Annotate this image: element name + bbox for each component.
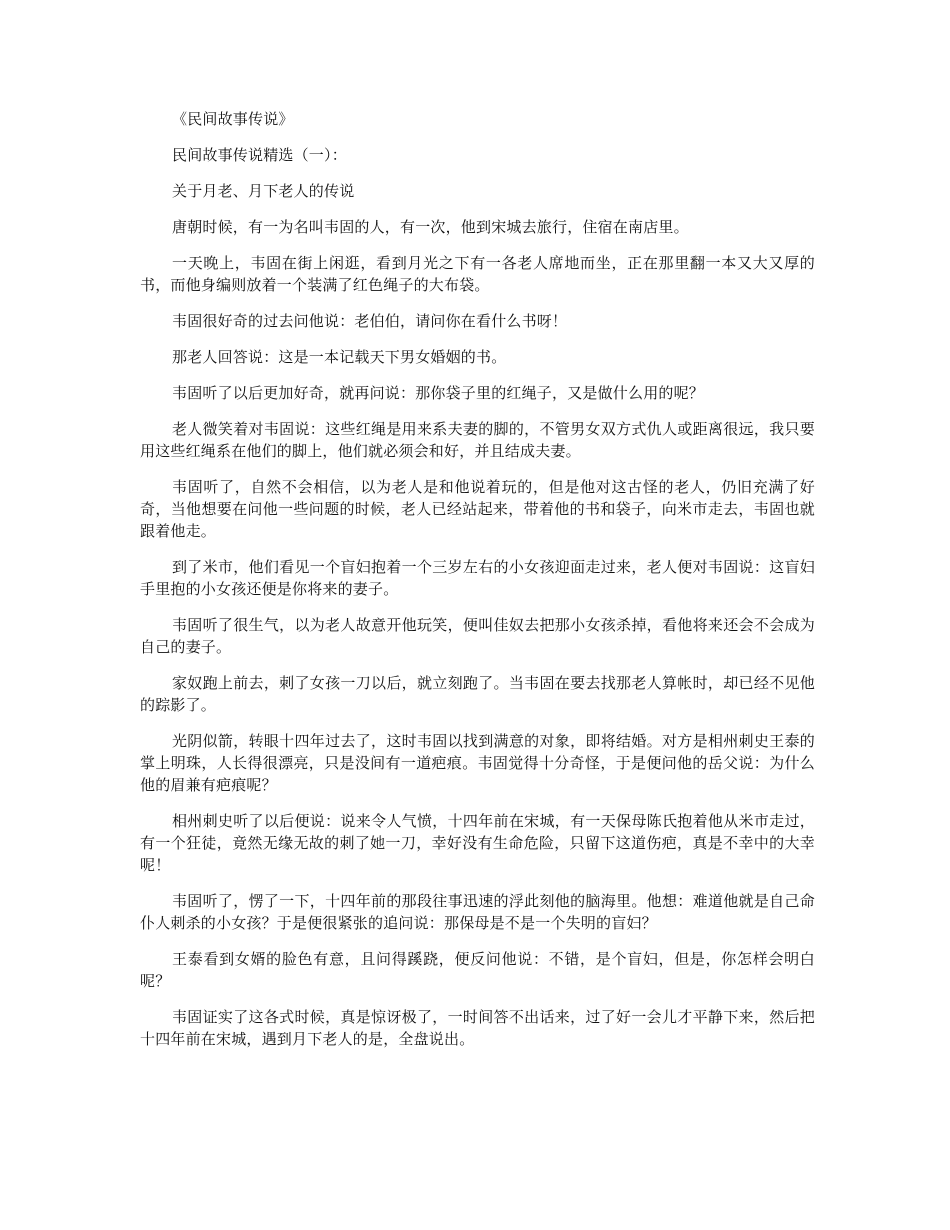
section-heading: 民间故事传说精选（一）：	[172, 146, 347, 164]
paragraph: 那老人回答说：这是一本记载天下男女婚姻的书。	[172, 348, 507, 366]
paragraph: 韦固证实了这各式时候，真是惊讶极了，一时间答不出话来，过了好一会儿才平静下来，然后把十四年前在宋城，遇到月下老人的是，全盘说出。	[140, 1008, 815, 1048]
paragraph: 到了米市，他们看见一个盲妇抱着一个三岁左右的小女孩迎面走过来，老人便对韦固说：这盲妇手里抱的小女孩还便是你将来的妻子。	[140, 558, 815, 598]
paragraph: 相州刺史听了以后便说：说来令人气愤，十四年前在宋城，有一天保母陈氏抱着他从米市走过，有一个狂徒，竟然无缘无故的刺了她一刀，幸好没有生命危险，只留下这道伤疤，真是不幸中的大幸呢！	[140, 812, 815, 874]
paragraph: 光阴似箭，转眼十四年过去了，这时韦固以找到满意的对象，即将结婚。对方是相州刺史王泰的掌上明珠，人长得很漂亮，只是没间有一道疤痕。韦固觉得十分奇怪，于是便问他的岳父说：为什么他的眉兼有疤痕呢？	[140, 732, 815, 794]
paragraph: 一天晚上，韦固在街上闲逛，看到月光之下有一各老人席地而坐，正在那里翻一本又大又厚的书，而他身编则放着一个装满了红色绳子的大布袋。	[140, 254, 815, 294]
paragraph: 韦固听了很生气，以为老人故意开他玩笑，便叫佳奴去把那小女孩杀掉，看他将来还会不会成为自己的妻子。	[140, 616, 815, 656]
story-subheading: 关于月老、月下老人的传说	[172, 182, 355, 200]
paragraph: 家奴跑上前去，刺了女孩一刀以后，就立刻跑了。当韦固在要去找那老人算帐时，却已经不见他的踪影了。	[140, 674, 815, 714]
paragraph: 韦固听了，愣了一下，十四年前的那段往事迅速的浮此刻他的脑海里。他想：难道他就是自己命仆人刺杀的小女孩？于是便很紧张的追问说：那保母是不是一个失明的盲妇？	[140, 892, 815, 932]
document-body	[140, 108, 815, 1064]
document-title: 《民间故事传说》	[172, 110, 294, 128]
paragraph: 唐朝时候，有一为名叫韦固的人，有一次，他到宋城去旅行，住宿在南店里。	[172, 218, 689, 236]
paragraph: 老人微笑着对韦固说：这些红绳是用来系夫妻的脚的，不管男女双方式仇人或距离很远，我只要用这些红绳系在他们的脚上，他们就必须会和好，并且结成夫妻。	[140, 420, 815, 460]
paragraph: 韦固听了，自然不会相信，以为老人是和他说着玩的，但是他对这古怪的老人，仍旧充满了好奇，当他想要在问他一些问题的时候，老人已经站起来，带着他的书和袋子，向米市走去，韦固也就跟着他走。	[140, 478, 815, 540]
paragraph: 韦固很好奇的过去问他说：老伯伯，请问你在看什么书呀！	[172, 312, 568, 330]
paragraph: 王泰看到女婿的脸色有意，且问得蹊跷，便反问他说：不错，是个盲妇，但是，你怎样会明白呢？	[140, 950, 815, 990]
paragraph: 韦固听了以后更加好奇，就再问说：那你袋子里的红绳子，又是做什么用的呢？	[172, 384, 705, 402]
